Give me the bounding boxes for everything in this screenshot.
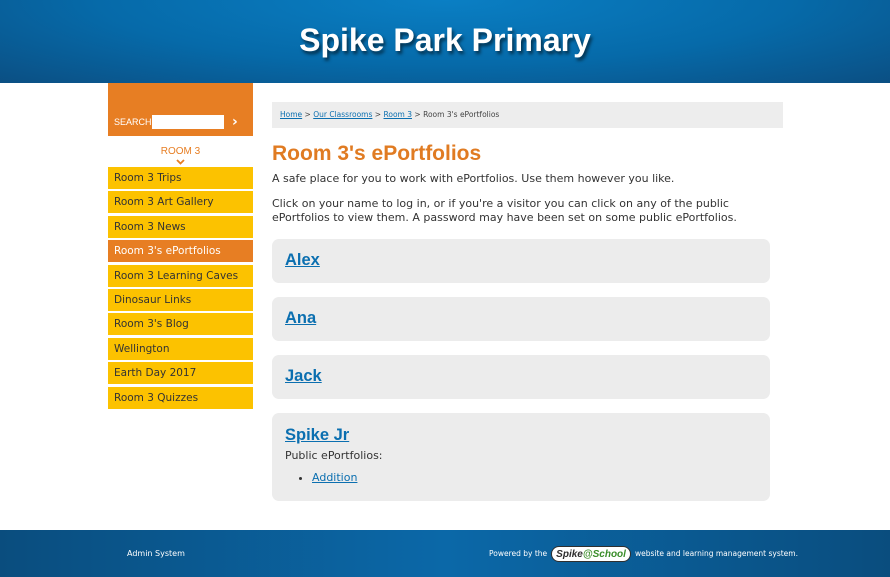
- breadcrumb-room-3-link[interactable]: Room 3: [383, 110, 412, 119]
- sidebar-item-room-3-learning-caves[interactable]: Room 3 Learning Caves: [108, 265, 253, 287]
- sidebar-item-wellington[interactable]: Wellington: [108, 338, 253, 360]
- sidebar-nav: [108, 167, 253, 409]
- portfolio-link-alex[interactable]: Alex: [285, 251, 320, 269]
- intro-text: A safe place for you to work with ePortfolios. Use them however you like.: [272, 172, 675, 185]
- page-title: Room 3's ePortfolios: [272, 142, 482, 165]
- breadcrumb-current: Room 3's ePortfolios: [423, 110, 500, 119]
- main-content: [272, 102, 783, 501]
- sidebar-item-dinosaur-links[interactable]: Dinosaur Links: [108, 289, 253, 311]
- breadcrumb-classrooms-link[interactable]: Our Classrooms: [313, 110, 373, 119]
- breadcrumb: [272, 102, 783, 128]
- portfolio-link-jack[interactable]: Jack: [285, 367, 322, 385]
- list-item: [312, 471, 757, 484]
- sidebar-item-room-3-trips[interactable]: Room 3 Trips: [108, 167, 253, 189]
- sidebar-item-room-3-art-gallery[interactable]: Room 3 Art Gallery: [108, 191, 253, 213]
- instructions-text: Click on your name to log in, or if you're a visitor you can click on any of the public ePortfolios to view them. A password may have been set on some public ePortfolios.: [272, 197, 737, 224]
- breadcrumb-home-link[interactable]: Home: [280, 110, 303, 119]
- chevron-down-icon[interactable]: [108, 158, 253, 166]
- sidebar-item-room-3-blog[interactable]: Room 3's Blog: [108, 313, 253, 335]
- admin-system-link[interactable]: Admin System: [127, 549, 185, 558]
- spike-at-school-logo[interactable]: [551, 546, 631, 562]
- portfolio-card-alex: [272, 239, 770, 283]
- powered-by: [489, 545, 798, 562]
- search-box: [108, 83, 253, 136]
- logo-main-text: Spike: [556, 548, 583, 560]
- portfolio-card-spike-jr: [272, 413, 770, 501]
- sidebar: [108, 83, 253, 411]
- site-title[interactable]: Spike Park Primary: [299, 22, 591, 58]
- search-input[interactable]: [152, 115, 224, 129]
- breadcrumb-separator: >: [304, 110, 311, 119]
- public-portfolios-list: [285, 471, 757, 484]
- logo-accent-text: @School: [582, 548, 626, 560]
- section-heading[interactable]: [108, 146, 253, 166]
- sidebar-item-room-3-quizzes[interactable]: Room 3 Quizzes: [108, 387, 253, 409]
- powered-suffix: website and learning management system.: [634, 549, 798, 558]
- portfolio-card-ana: [272, 297, 770, 341]
- search-label: SEARCH: [114, 117, 152, 127]
- site-footer: [0, 530, 890, 577]
- public-portfolios-label: Public ePortfolios:: [285, 449, 383, 462]
- portfolio-card-jack: [272, 355, 770, 399]
- public-portfolio-link-addition[interactable]: Addition: [312, 471, 358, 484]
- breadcrumb-separator: >: [374, 110, 382, 119]
- portfolio-link-ana[interactable]: Ana: [285, 309, 317, 327]
- powered-prefix: Powered by the: [489, 549, 548, 558]
- breadcrumb-separator: >: [414, 110, 421, 119]
- portfolio-link-spike-jr[interactable]: Spike Jr: [285, 426, 350, 444]
- sidebar-item-earth-day-2017[interactable]: Earth Day 2017: [108, 362, 253, 384]
- sidebar-item-room-3-news[interactable]: Room 3 News: [108, 216, 253, 238]
- chevron-right-icon[interactable]: ›: [232, 114, 238, 130]
- section-heading-label: ROOM 3: [160, 146, 201, 157]
- site-header: [0, 0, 890, 83]
- sidebar-item-room-3-eportfolios[interactable]: Room 3's ePortfolios: [108, 240, 253, 262]
